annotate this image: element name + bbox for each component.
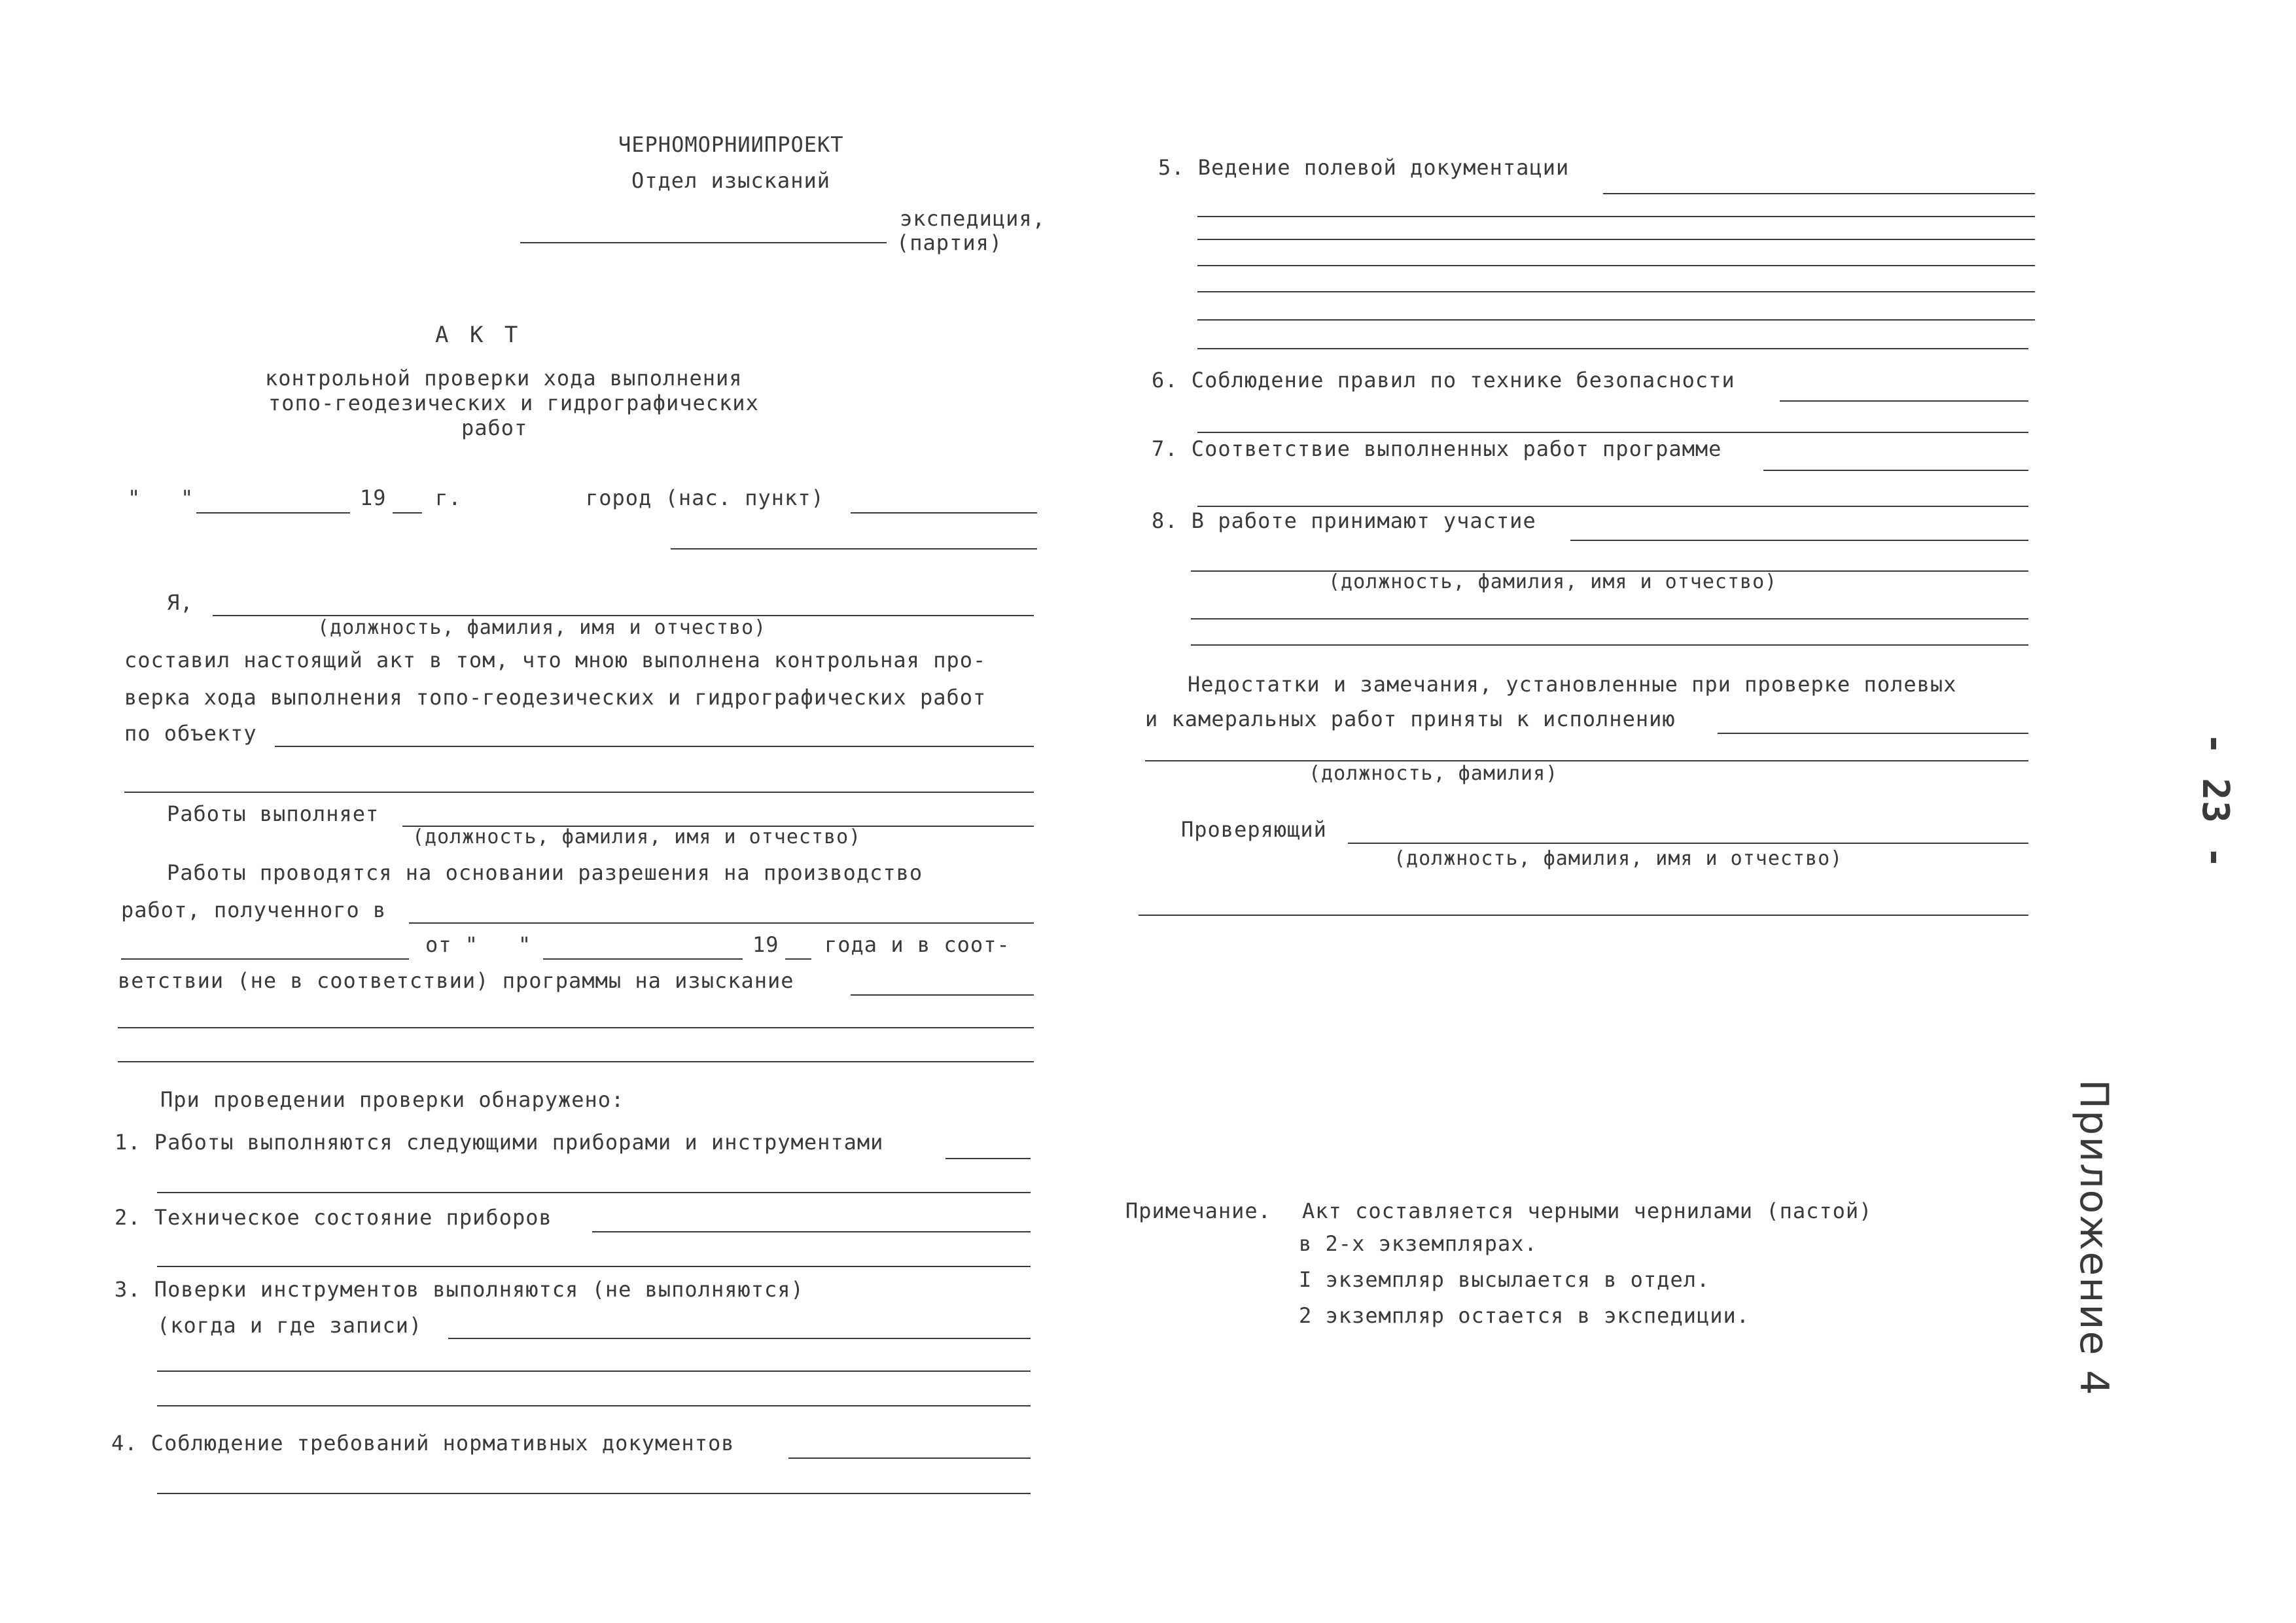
date-year-fill-line[interactable] [393, 512, 422, 514]
defects-fill-line-1[interactable] [1718, 733, 2028, 734]
date-year-prefix: 19 [360, 485, 387, 510]
city-fill-line-2[interactable] [671, 548, 1037, 550]
item-2: 2. Техническое состояние приборов [115, 1205, 552, 1230]
item-8-fill-line-3[interactable] [1191, 618, 2028, 620]
city-label: город (нас. пункт) [586, 485, 824, 510]
program-fill-line-2[interactable] [118, 1027, 1034, 1028]
item-3-sub: (когда и где записи) [157, 1313, 423, 1338]
item-5-fill-line-1[interactable] [1603, 193, 2035, 194]
item-5: 5. Ведение полевой документации [1158, 155, 1570, 180]
item-8-label: 8. В работе принимают участие [1152, 508, 1536, 533]
permit-year-prefix: 19 [752, 932, 779, 957]
body-p2-line3: года и в соот- [824, 932, 1010, 957]
city-fill-line-1[interactable] [851, 512, 1037, 514]
expedition-label: экспедиция, [900, 206, 1046, 231]
permit-date-fill-line[interactable] [543, 958, 743, 960]
permit-from: от " " [425, 932, 532, 957]
item-3-fill-line-1[interactable] [448, 1338, 1031, 1339]
permit-fill-line-1[interactable] [409, 922, 1034, 924]
page-number: - 23 - [2194, 733, 2236, 869]
appendix-label: Приложение 4 [2071, 1079, 2117, 1397]
item-7-fill-line-1[interactable] [1763, 470, 2028, 471]
note-line4: 2 экземпляр остается в экспедиции. [1299, 1303, 1750, 1328]
item-8-fill-line-1[interactable] [1570, 540, 2028, 541]
checker-label: Проверяющий [1181, 817, 1327, 842]
note-line2: в 2-х экземплярах. [1299, 1231, 1538, 1256]
item-3-fill-line-2[interactable] [157, 1370, 1031, 1372]
expedition-fill-line[interactable] [520, 242, 887, 243]
item-4: 4. Соблюдение требований нормативных документов [111, 1431, 735, 1456]
ya-label: Я, [167, 590, 194, 615]
item-5-fill-line-4[interactable] [1197, 265, 2035, 266]
note-line3: I экземпляр высылается в отдел. [1299, 1267, 1710, 1292]
body-p2-line2: работ, полученного в [121, 898, 387, 922]
checker-fill-line-2[interactable] [1139, 915, 2028, 916]
org-name: ЧЕРНОМОРНИИПРОЕКТ [618, 132, 844, 157]
item-3-fill-line-3[interactable] [157, 1405, 1031, 1406]
act-subtitle-line3: работ [461, 415, 528, 440]
item-2-fill-line-1[interactable] [592, 1231, 1031, 1232]
item-5-fill-line-3[interactable] [1197, 239, 2035, 240]
permit-fill-line-2[interactable] [121, 958, 409, 960]
item-1-fill-line-2[interactable] [157, 1192, 1031, 1193]
item-4-fill-line-2[interactable] [157, 1493, 1031, 1494]
item-2-fill-line-2[interactable] [157, 1266, 1031, 1267]
found-heading: При проведении проверки обнаружено: [160, 1087, 625, 1112]
item-4-fill-line-1[interactable] [788, 1457, 1031, 1459]
party-label: (партия) [896, 230, 1003, 255]
defects-caption: (должность, фамилия) [1309, 762, 1559, 785]
defects-fill-line-2[interactable] [1145, 760, 2028, 761]
item-1: 1. Работы выполняются следующими приборами и инструментами [115, 1130, 884, 1155]
act-subtitle-line1: контрольной проверки хода выполнения [265, 366, 743, 391]
item-6: 6. Соблюдение правил по технике безопасности [1152, 368, 1735, 393]
date-quotes: " " [128, 485, 194, 510]
item-8-fill-line-4[interactable] [1191, 644, 2028, 646]
item-1-fill-line-1[interactable] [945, 1158, 1031, 1159]
item-6-fill-line-1[interactable] [1780, 400, 2028, 402]
item-6-fill-line-2[interactable] [1197, 432, 2028, 433]
works-label: Работы выполняет [167, 801, 380, 826]
date-g: г. [435, 485, 462, 510]
note-label: Примечание. [1125, 1198, 1271, 1223]
item-7-fill-line-2[interactable] [1197, 506, 2028, 507]
body-p1-line1: составил настоящий акт в том, что мною выполнена контрольная про- [124, 648, 987, 672]
body-p1-line3: по объекту [124, 721, 257, 746]
permit-year-fill-line[interactable] [785, 958, 811, 960]
body-p2-line1: Работы проводятся на основании разрешения на производство [167, 860, 923, 885]
item-5-fill-line-2[interactable] [1197, 216, 2035, 217]
works-caption: (должность, фамилия, имя и отчество) [412, 826, 862, 848]
object-fill-line-2[interactable] [124, 792, 1034, 793]
note-line1: Акт составляется черными чернилами (пастой) [1302, 1198, 1873, 1223]
item-3: 3. Поверки инструментов выполняются (не выполняются) [115, 1277, 804, 1302]
item-7: 7. Соответствие выполненных работ программе [1152, 436, 1722, 461]
program-fill-line-1[interactable] [851, 994, 1034, 996]
item-5-fill-line-5[interactable] [1197, 291, 2035, 292]
object-fill-line-1[interactable] [275, 746, 1034, 747]
act-title: А К Т [435, 322, 522, 348]
date-fill-line[interactable] [196, 512, 350, 514]
item-5-fill-line-7[interactable] [1197, 348, 2028, 349]
defects-line1: Недостатки и замечания, установленные при проверке полевых [1188, 672, 1957, 697]
department-name: Отдел изысканий [631, 168, 830, 193]
item-5-fill-line-6[interactable] [1197, 319, 2035, 321]
defects-line2: и камеральных работ приняты к исполнению [1145, 707, 1676, 731]
checker-caption: (должность, фамилия, имя и отчество) [1394, 847, 1843, 870]
ya-caption: (должность, фамилия, имя и отчество) [317, 616, 767, 639]
item-8-caption: (должность, фамилия, имя и отчество) [1328, 570, 1778, 593]
program-fill-line-3[interactable] [118, 1061, 1034, 1062]
checker-fill-line-1[interactable] [1348, 843, 2028, 844]
body-p2-line4: ветствии (не в соответствии) программы на изыскание [118, 968, 794, 993]
act-subtitle-line2: топо-геодезических и гидрографических [268, 391, 759, 415]
body-p1-line2: верка хода выполнения топо-геодезических и гидрографических работ [124, 685, 987, 710]
